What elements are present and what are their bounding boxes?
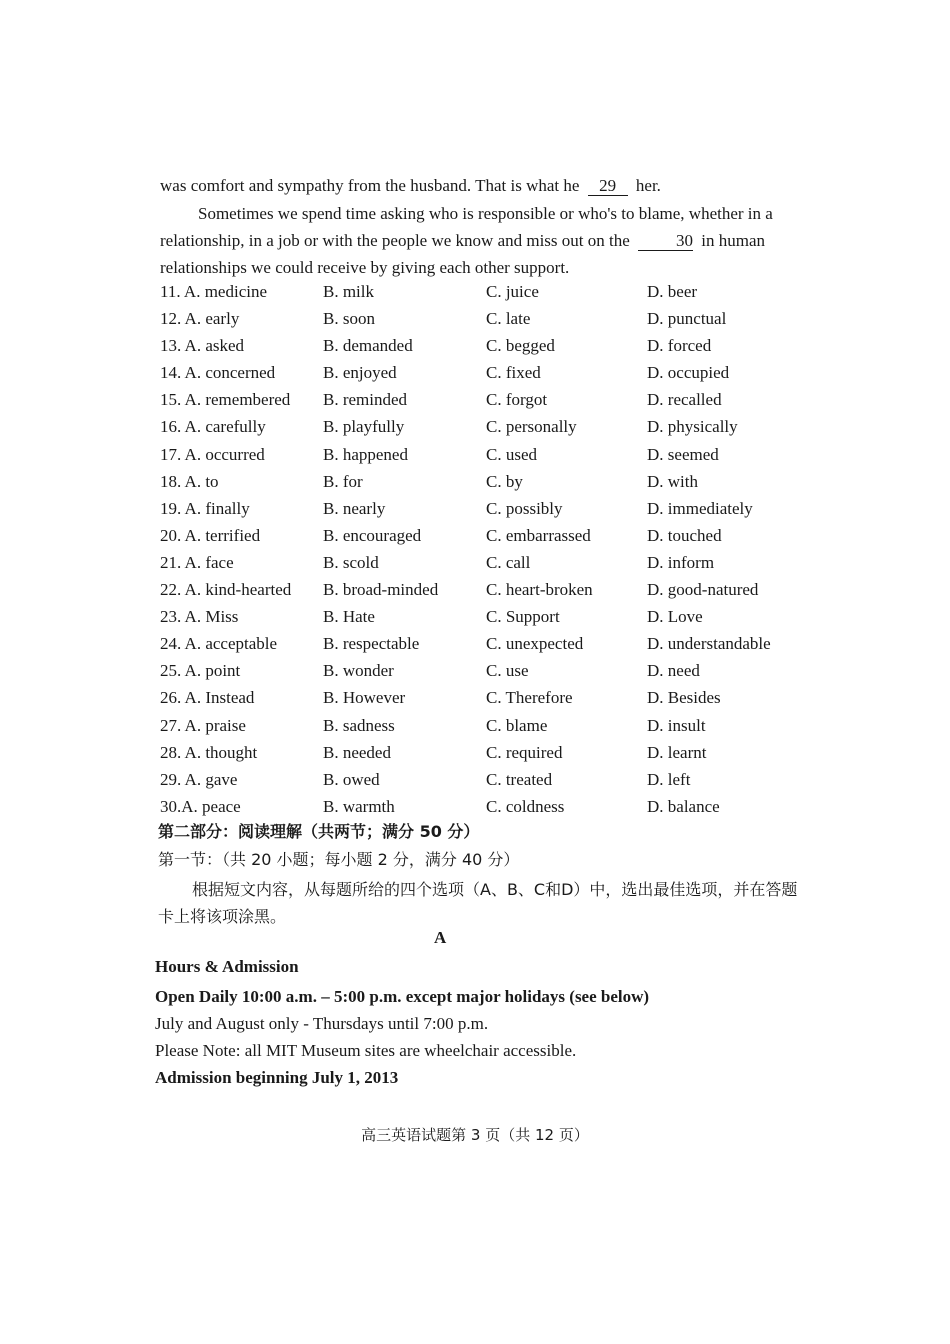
question-row [160,305,820,332]
option-a: 30.A. peace [160,796,241,816]
option-b: B. demanded [323,336,413,356]
option-d: D. Love [647,607,703,627]
question-row [160,712,820,739]
option-c: C. personally [486,417,577,437]
passage-line-1 [160,172,810,199]
cloze-options [160,278,820,820]
option-a: 22. A. kind-hearted [160,580,292,600]
option-b: B. encouraged [323,525,422,545]
option-a: 24. A. acceptable [160,634,278,654]
question-row [160,739,820,766]
option-d: D. need [647,661,700,681]
option-a: 18. A. to [160,471,219,491]
option-a: 11. A. medicine [160,282,268,301]
option-a: 28. A. thought [160,742,258,762]
option-a: 21. A. face [160,552,234,572]
option-b: B. scold [323,552,379,572]
option-d: D. good-natured [647,580,759,600]
option-d: D. forced [647,336,712,356]
blank-29: 29 [588,177,628,196]
option-b: B. reminded [323,390,408,410]
option-d: D. touched [647,525,722,545]
question-row [160,359,820,386]
option-b: B. needed [323,742,391,762]
passage-text: in human relationships we could receive by giving each other support. [160,231,766,277]
option-d: D. left [647,769,691,789]
option-d: D. seemed [647,444,719,464]
question-row [160,386,820,413]
option-a: 27. A. praise [160,715,246,735]
option-a: 16. A. carefully [160,417,266,437]
option-b: B. milk [323,282,375,301]
passage-paragraph-2 [160,200,810,281]
option-d: D. with [647,471,698,491]
option-c: C. fixed [486,363,541,383]
option-a: 26. A. Instead [160,688,255,708]
question-row [160,684,820,711]
option-d: D. insult [647,715,706,735]
option-a: 23. A. Miss [160,607,239,627]
option-c: C. treated [486,769,553,789]
option-b: B. soon [323,309,375,329]
question-row [160,278,820,305]
question-row [160,468,820,495]
option-a: 29. A. gave [160,769,238,789]
question-row [160,766,820,793]
option-c: C. begged [486,336,555,356]
reading-admission: Admission beginning July 1, 2013 [155,1068,399,1087]
blank-30: 30 [638,232,693,251]
option-b: B. However [323,688,406,708]
reading-open-hours: Open Daily 10:00 a.m. – 5:00 p.m. except major holidays (see below) [155,987,650,1006]
option-b: B. playfully [323,417,405,437]
option-b: B. nearly [323,498,386,518]
reading-heading: Hours & Admission [155,957,299,976]
option-c: C. Support [486,607,560,627]
option-a: 12. A. early [160,309,240,329]
option-a: 14. A. concerned [160,363,276,383]
section-title: 第二部分：阅读理解（共两节；满分 50 分） [158,822,480,841]
option-d: D. learnt [647,742,707,762]
option-a: 13. A. asked [160,336,245,356]
question-row [160,576,820,603]
option-d: D. understandable [647,634,771,654]
section-instructions: 根据短文内容，从每题所给的四个选项（A、B、C和D）中，选出最佳选项，并在答题卡上将该项涂黑。 [158,880,798,926]
option-b: B. wonder [323,661,394,681]
reading-note: Please Note: all MIT Museum sites are wheelchair accessible. [155,1041,577,1060]
option-c: C. unexpected [486,634,584,654]
question-row [160,413,820,440]
option-a: 17. A. occurred [160,444,265,464]
option-c: C. required [486,742,563,762]
option-b: B. happened [323,444,408,464]
option-c: C. embarrassed [486,525,591,545]
option-c: C. forgot [486,390,548,410]
option-c: C. call [486,552,531,572]
option-b: B. enjoyed [323,363,397,383]
option-b: B. owed [323,769,380,789]
question-row [160,603,820,630]
option-c: C. used [486,444,537,464]
option-d: D. physically [647,417,738,437]
option-c: C. coldness [486,796,565,816]
option-b: B. sadness [323,715,395,735]
option-d: D. punctual [647,309,727,329]
page-footer: 高三英语试题第 3 页（共 12 页） [361,1126,589,1144]
option-c: C. late [486,309,531,329]
option-d: D. recalled [647,390,722,410]
option-a: 15. A. remembered [160,390,291,410]
option-c: C. Therefore [486,688,573,708]
option-b: B. respectable [323,634,420,654]
option-d: D. occupied [647,363,730,383]
option-b: B. broad-minded [323,580,439,600]
passage-text: Sometimes we spend time asking who is responsible or who's to blame, whether in a relationship, in a job or with the people we know and miss out on the [160,204,773,250]
option-d: D. Besides [647,688,721,708]
option-b: B. for [323,471,363,491]
option-d: D. immediately [647,498,753,518]
option-c: C. by [486,471,523,491]
option-b: B. warmth [323,796,395,816]
option-c: C. juice [486,282,539,301]
option-c: C. blame [486,715,548,735]
question-row [160,793,820,820]
question-row [160,495,820,522]
option-c: C. use [486,661,529,681]
option-d: D. balance [647,796,720,816]
question-row [160,441,820,468]
question-row [160,332,820,359]
option-c: C. heart-broken [486,580,593,600]
option-d: D. inform [647,552,715,572]
option-b: B. Hate [323,607,375,627]
option-c: C. possibly [486,498,563,518]
section-subtitle: 第一节：（共 20 小题；每小题 2 分，满分 40 分） [158,850,520,869]
option-a: 25. A. point [160,661,241,681]
question-row [160,630,820,657]
question-row [160,522,820,549]
passage-text: was comfort and sympathy from the husband. That is what he [160,176,580,195]
passage-text: her. [635,176,661,195]
option-d: D. beer [647,282,698,301]
option-a: 19. A. finally [160,498,250,518]
question-row [160,549,820,576]
passage-letter: A [434,928,447,947]
question-row [160,657,820,684]
reading-summer-hours: July and August only - Thursdays until 7:00 p.m. [155,1014,489,1033]
option-a: 20. A. terrified [160,525,261,545]
